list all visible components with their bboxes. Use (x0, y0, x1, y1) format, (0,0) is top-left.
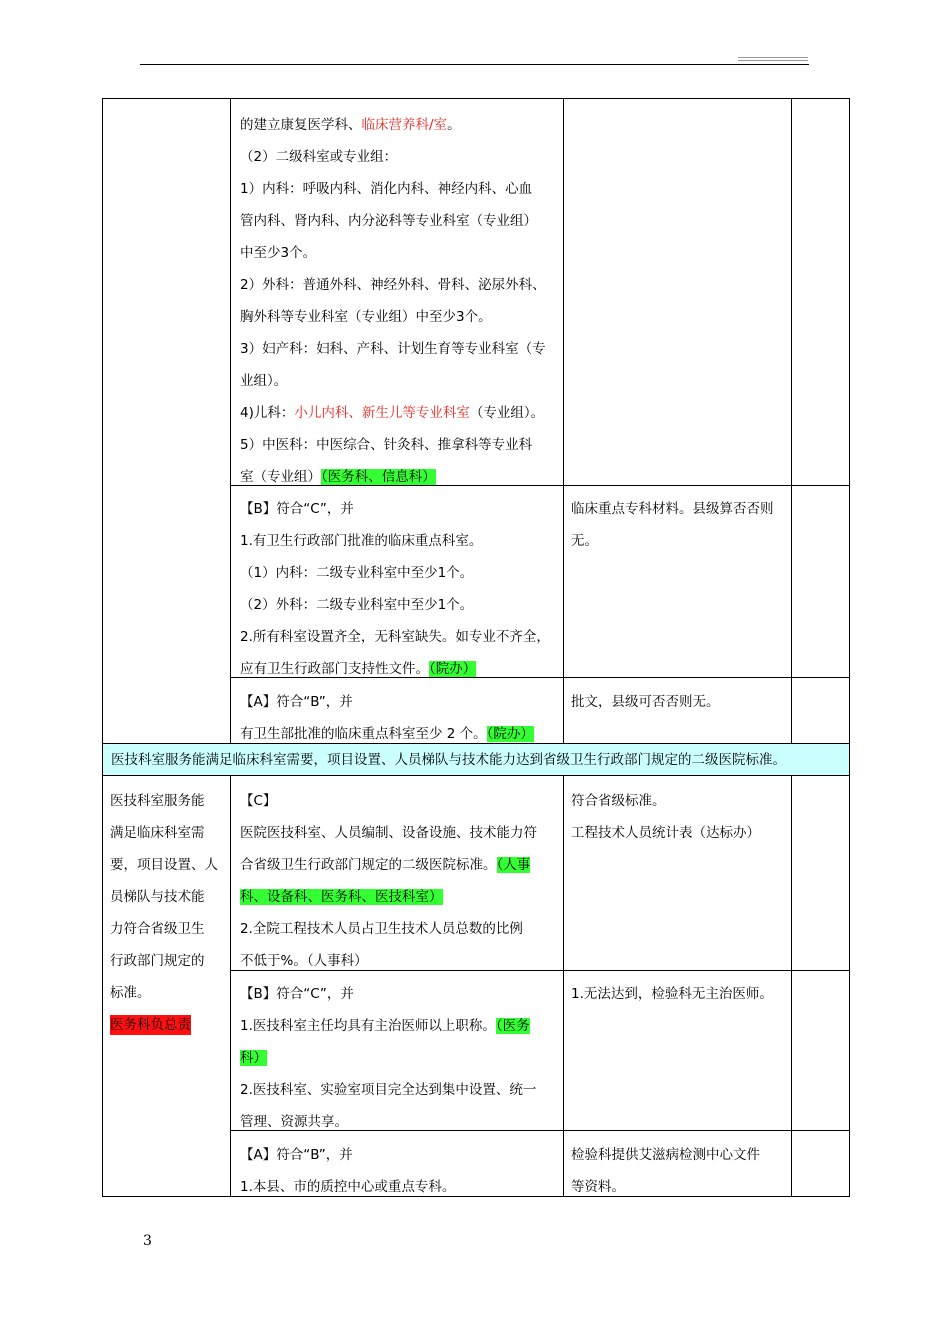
standard-line: 管内科、肾内科、内分泌科等专业科室（专业组） (240, 213, 537, 229)
page-number: 3 (143, 1233, 152, 1249)
grade-b2-line: 2.医技科室、实验室项目完全达到集中设置、统一 (240, 1082, 537, 1098)
grade-b2-score-cell (791, 971, 850, 1131)
note-line: 等资料。 (571, 1179, 625, 1195)
note-line: 1.无法达到，检验科无主治医师。 (571, 986, 773, 1002)
header-rule (140, 64, 809, 65)
note-line: 无。 (571, 533, 598, 549)
grade-c-line: 科、设备科、医务科、医技科室） (240, 889, 443, 905)
grade-b-line: 【B】符合“C”，并 (240, 501, 354, 517)
grade-b2-line: 科） (240, 1050, 267, 1066)
grade-c-line: 2.全院工程技术人员占卫生技术人员总数的比例 (240, 921, 523, 937)
grade-c-score-cell (791, 776, 850, 971)
item-line: 满足临床科室需 (110, 825, 205, 841)
standard-line: 5）中医科：中医综合、针灸科、推拿科等专业科 (240, 437, 533, 453)
note-line: 检验科提供艾滋病检测中心文件 (571, 1147, 760, 1163)
grade-b2-line: 【B】符合“C”，并 (240, 986, 354, 1002)
item-line: 员梯队与技术能 (110, 889, 205, 905)
note-line: 批文，县级可否否则无。 (571, 694, 720, 710)
note-line: 工程技术人员统计表（达标办） (571, 825, 760, 841)
item-line: 医技科室服务能 (110, 793, 205, 809)
standard-line: 胸外科等专业科室（专业组）中至少3个。 (240, 309, 492, 325)
standard-line: 4)儿科：小儿内科、新生儿等专业科室（专业组）。 (240, 405, 545, 421)
responsible-badge: 医务科负总责 (110, 1017, 191, 1033)
grade-b-line: 1.有卫生行政部门批准的临床重点科室。 (240, 533, 483, 549)
grade-b2-line: 管理、资源共享。 (240, 1114, 348, 1130)
standard-line: 室（专业组）（医务科、信息科） (240, 469, 436, 485)
item-line: 标准。 (110, 985, 151, 1001)
grade-c-line: 【C】 (240, 793, 277, 809)
grade-b-line: （1）内科：二级专业科室中至少1个。 (240, 565, 474, 581)
standard-line: 3）妇产科：妇科、产科、计划生育等专业科室（专 (240, 341, 546, 357)
standard-line: 2）外科：普通外科、神经外科、骨科、泌尿外科、 (240, 277, 546, 293)
standard-line: 业组）。 (240, 373, 288, 389)
requirement-band (102, 743, 850, 776)
item-cell-1 (102, 98, 230, 744)
grade-a-line: 【A】符合“B”，并 (240, 694, 353, 710)
score-cell (791, 98, 850, 485)
grade-a2-line: 【A】符合“B”，并 (240, 1147, 353, 1163)
header-mark (738, 57, 808, 58)
grade-b-line: （2）外科：二级专业科室中至少1个。 (240, 597, 474, 613)
grade-c-line: 合省级卫生行政部门规定的二级医院标准。（人事 (240, 857, 531, 873)
note-line: 符合省级标准。 (571, 793, 666, 809)
standard-line: 中至少3个。 (240, 245, 317, 261)
standard-line: 1）内科：呼吸内科、消化内科、神经内科、心血 (240, 181, 533, 197)
standard-line: （2）二级科室或专业组： (240, 149, 398, 165)
grade-a2-score-cell (791, 1131, 850, 1197)
header-mark (738, 60, 808, 61)
standard-line: 的建立康复医学科、临床营养科/室。 (240, 117, 461, 133)
grade-a-score-cell (791, 677, 850, 744)
grade-b-score-cell (791, 485, 850, 677)
grade-a2-line: 1.本县、市的质控中心或重点专科。 (240, 1179, 456, 1195)
grade-c-line: 医院医技科室、人员编制、设备设施、技术能力符 (240, 825, 537, 841)
item-line: 力符合省级卫生 (110, 921, 205, 937)
requirement-text: 医技科室服务能满足临床科室需要，项目设置、人员梯队与技术能力达到省级卫生行政部门规定的二级医院标准。 (111, 752, 786, 768)
grade-b2-line: 1.医技科室主任均具有主治医师以上职称。（医务 (240, 1018, 530, 1034)
item-line: 行政部门规定的 (110, 953, 205, 969)
grade-a-line: 有卫生部批准的临床重点科室至少 2 个。（院办） (240, 726, 534, 742)
note-line: 临床重点专科材料。县级算否否则 (571, 501, 774, 517)
item-line: 要，项目设置、人 (110, 857, 218, 873)
grade-b-line: 应有卫生行政部门支持性文件。（院办） (240, 661, 477, 677)
grade-c-line: 不低于%。（人事科） (240, 953, 368, 969)
note-cell (563, 98, 791, 485)
grade-b-line: 2.所有科室设置齐全，无科室缺失。如专业不齐全， (240, 629, 550, 645)
